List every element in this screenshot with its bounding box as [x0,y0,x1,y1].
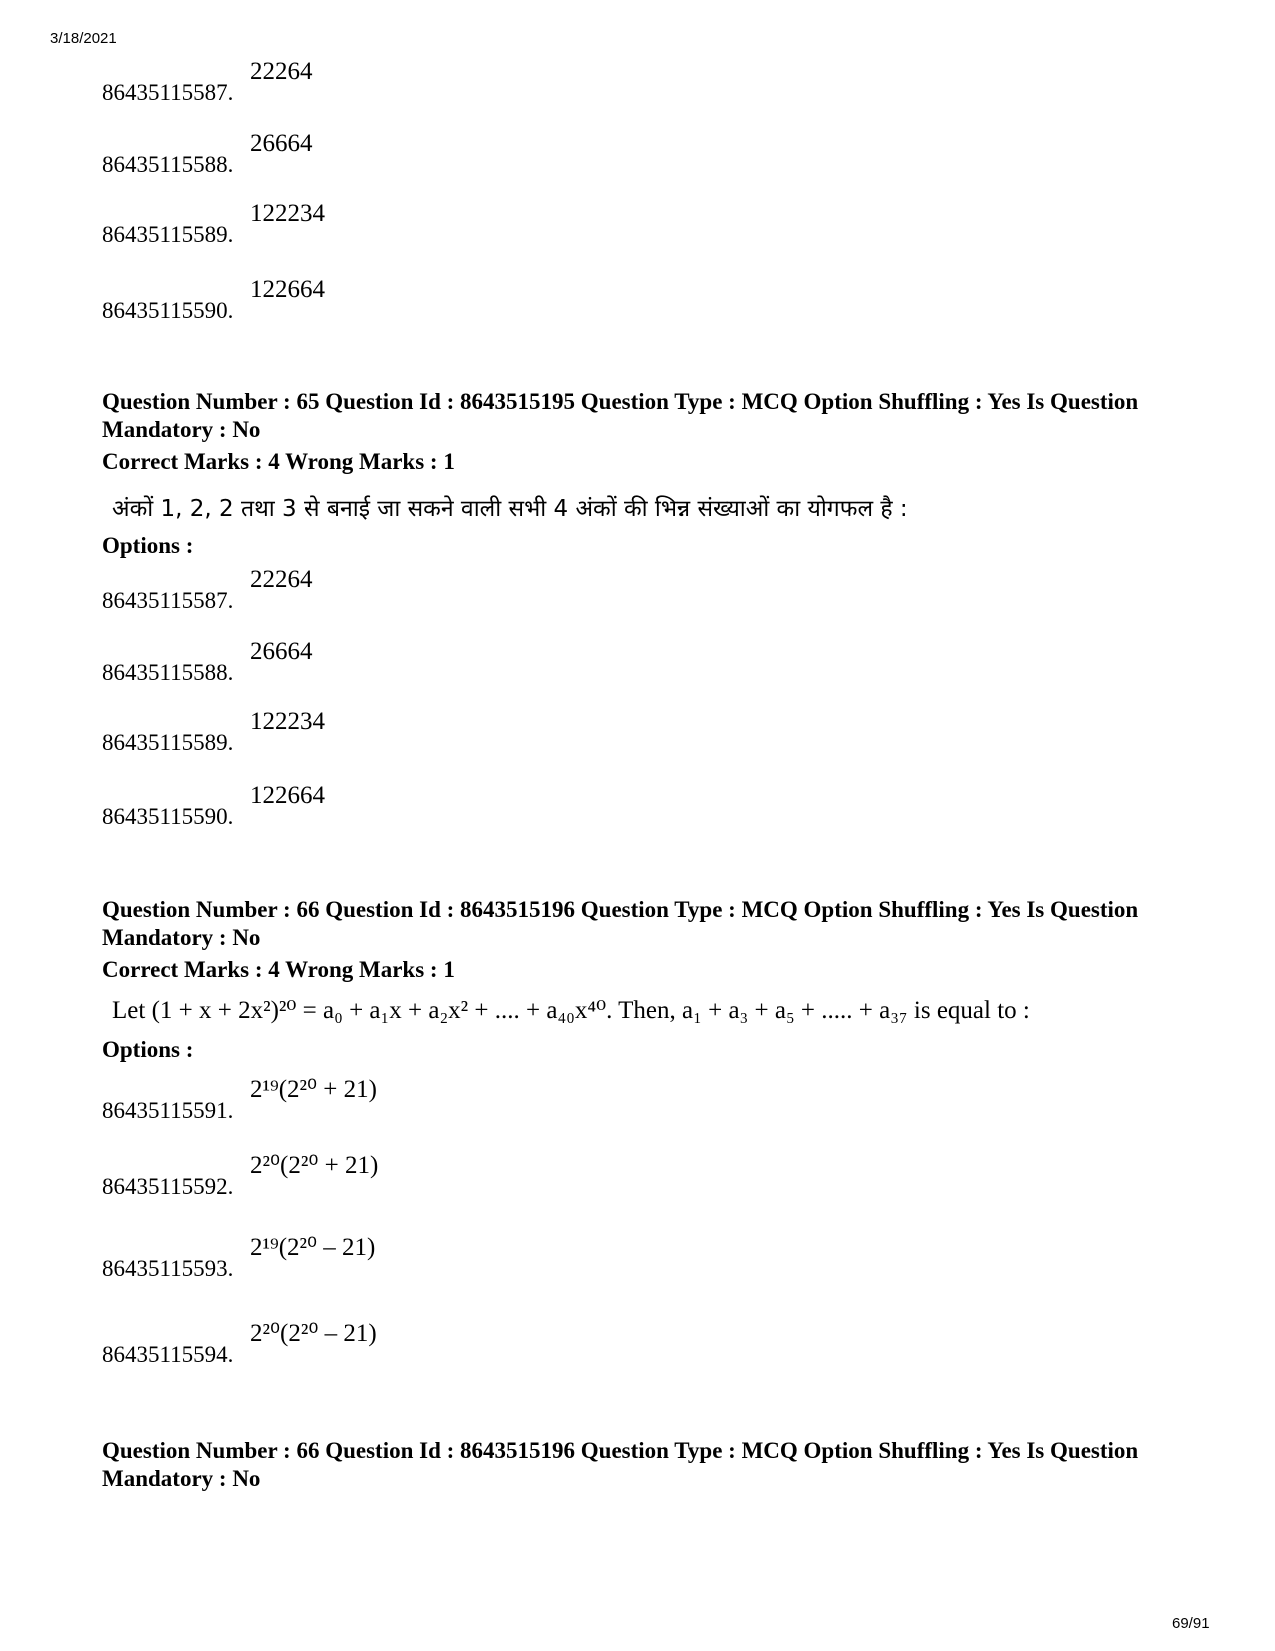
question-65-options-label: Options : [102,533,194,558]
option-value: 26664 [250,130,313,157]
question-65-text: अंकों 1, 2, 2 तथा 3 से बनाई जा सकने वाली सभी 4 अंकों की भिन्न संख्याओं का योगफल है : [112,496,908,522]
option-value: 2²⁰(2²⁰ + 21) [250,1152,379,1179]
option-value: 22264 [250,58,313,85]
option-id: 86435115590. [102,298,234,323]
question-66-header: Question Number : 66 Question Id : 8643515196 Question Type : MCQ Option Shuffling : Yes Is Question Mandatory : No [102,897,1139,950]
option-value: 122664 [250,782,325,809]
option-row [102,130,802,178]
option-value: 122664 [250,276,325,303]
question-66-marks: Correct Marks : 4 Wrong Marks : 1 [102,957,455,982]
option-row [102,638,802,686]
option-value: 122234 [250,708,325,735]
option-row [102,566,802,614]
option-id: 86435115590. [102,804,234,829]
option-value: 2¹⁹(2²⁰ – 21) [250,1234,376,1261]
option-row [102,1320,802,1368]
option-id: 86435115589. [102,730,234,755]
option-row [102,1076,802,1124]
option-id: 86435115588. [102,660,234,685]
question-66-text: Let (1 + x + 2x²)²⁰ = a₀ + a₁x + a₂x² + .... + a₄₀x⁴⁰. Then, a₁ + a₃ + a₅ + ..... + a₃₇ is equal to : [112,997,1030,1024]
option-row [102,276,802,324]
option-id: 86435115587. [102,588,234,613]
question-65-marks: Correct Marks : 4 Wrong Marks : 1 [102,449,455,474]
option-row [102,58,802,106]
option-row [102,708,802,756]
option-id: 86435115591. [102,1098,234,1123]
page-number: 69/91 [1172,1615,1210,1632]
option-id: 86435115588. [102,152,234,177]
option-row [102,200,802,248]
question-66-options-label: Options : [102,1037,194,1062]
option-value: 26664 [250,638,313,665]
option-id: 86435115587. [102,80,234,105]
option-value: 22264 [250,566,313,593]
option-id: 86435115593. [102,1256,234,1281]
option-value: 2²⁰(2²⁰ – 21) [250,1320,377,1347]
print-date: 3/18/2021 [50,30,117,47]
option-value: 2¹⁹(2²⁰ + 21) [250,1076,377,1103]
question-66-repeat-header: Question Number : 66 Question Id : 8643515196 Question Type : MCQ Option Shuffling : Yes Is Question Mandatory : No [102,1438,1139,1491]
option-row [102,1152,802,1200]
question-65-header: Question Number : 65 Question Id : 8643515195 Question Type : MCQ Option Shuffling : Yes Is Question Mandatory : No [102,389,1139,442]
option-row [102,782,802,830]
option-id: 86435115594. [102,1342,234,1367]
option-id: 86435115592. [102,1174,234,1199]
option-id: 86435115589. [102,222,234,247]
option-row [102,1234,802,1282]
option-value: 122234 [250,200,325,227]
